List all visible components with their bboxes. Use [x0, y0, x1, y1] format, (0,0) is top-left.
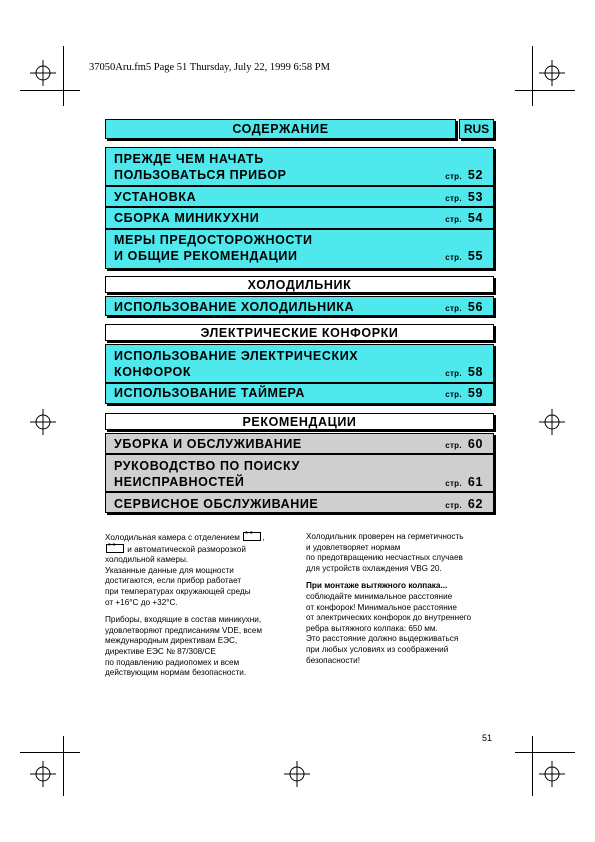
note-text: от электрических конфорок до внутреннего [306, 613, 472, 623]
note-text: международным директивам ЕЭС, [105, 636, 238, 646]
toc-entry[interactable] [114, 435, 483, 453]
note-text: действующим нормам безопасности. [105, 668, 247, 678]
page-number-footer: 51 [482, 733, 493, 743]
section-title: РЕКОМЕНДАЦИИ [242, 415, 357, 429]
registration-mark-icon [30, 60, 56, 86]
notes-right [306, 532, 496, 673]
toc-page-ref [445, 298, 483, 318]
file-header: 37050Aru.fm5 Page 51 Thursday, July 22, 1999 6:58 PM [89, 62, 330, 73]
toc-section-fridge [105, 296, 494, 316]
toc-page-ref [445, 188, 483, 208]
toc-entry-label: УБОРКА И ОБСЛУЖИВАНИЕ [114, 437, 302, 451]
note-text: Это расстояние должно выдерживаться [306, 634, 459, 644]
note-text: от конфорок! Минимальное расстояние [306, 602, 457, 612]
registration-mark-icon [30, 409, 56, 435]
toc-entry-label: НЕИСПРАВНОСТЕЙ [114, 475, 245, 489]
toc-entry-label: ПОЛЬЗОВАТЬСЯ ПРИБОР [114, 168, 287, 182]
crop-mark [20, 752, 80, 753]
page-prefix: стр. [445, 253, 462, 262]
note-text: при любых условиях из соображений [306, 644, 449, 654]
notes-left: Холодильная камера с отделением * * , * * и автоматической разморозкой холодильной камеры. Указанные данные для мощности достигаются, если прибор работает при температурах окружающей среды от +16°C до +32°C. Приборы, входящие в состав миникухни, удовлетворяют предписаниям VDE, всем международным директивам ЕЭС, директиве ЕЭС № 87/308/CE по подавлению радиопомех и всем действующим нормам безопасности. [105, 532, 290, 686]
toc-entry-label: КОНФОРОК [114, 365, 192, 379]
toc-entry[interactable] [114, 166, 483, 184]
toc-entry[interactable] [114, 209, 483, 227]
registration-mark-icon [539, 60, 565, 86]
page-number: 56 [467, 300, 483, 314]
toc-section-recommendations [105, 433, 494, 513]
toc-entry[interactable] [114, 384, 483, 402]
crop-mark [20, 90, 80, 91]
note-text: по подавлению радиопомех и всем [105, 657, 240, 667]
note-text: ребра вытяжного колпака: 650 мм. [306, 623, 438, 633]
registration-mark-icon [30, 761, 56, 787]
toc-entry-label: СБОРКА МИНИКУХНИ [114, 211, 260, 225]
freezer-star-icon [106, 544, 124, 553]
toc-entry-label: ИСПОЛЬЗОВАНИЕ ЭЛЕКТРИЧЕСКИХ [114, 349, 359, 363]
page-number: 54 [467, 211, 483, 225]
toc-section-hobs [105, 344, 494, 404]
toc-page-ref [445, 247, 483, 267]
note-text: Указанные данные для мощности [105, 565, 234, 575]
section-heading-recommendations [105, 413, 494, 430]
toc-entry[interactable] [114, 495, 483, 513]
crop-mark [515, 90, 575, 91]
crop-mark [515, 752, 575, 753]
note-text: Холодильная камера с отделением [105, 533, 240, 542]
page-prefix: стр. [445, 172, 462, 181]
section-divider [105, 491, 494, 493]
note-text: соблюдайте минимальное расстояние [306, 591, 453, 601]
note-text: при температурах окружающей среды [105, 586, 251, 596]
crop-mark [63, 736, 64, 796]
toc-entry-label: И ОБЩИЕ РЕКОМЕНДАЦИИ [114, 249, 298, 263]
crop-mark [532, 46, 533, 106]
note-text: достигаются, если прибор работает [105, 576, 242, 586]
toc-entry-label: ПРЕЖДЕ ЧЕМ НАЧАТЬ [114, 152, 264, 166]
page-number: 58 [467, 365, 483, 379]
note-text: от +16°C до +32°C. [105, 597, 178, 607]
toc-page-ref [445, 473, 483, 493]
page-number: 59 [467, 386, 483, 400]
toc-title: СОДЕРЖАНИЕ [232, 122, 329, 136]
page-prefix: стр. [445, 369, 462, 378]
toc-page-ref [445, 495, 483, 515]
section-divider [105, 185, 494, 187]
page-prefix: стр. [445, 479, 462, 488]
section-heading-hobs [105, 324, 494, 341]
page-prefix: стр. [445, 390, 462, 399]
freezer-star-icon [243, 532, 261, 541]
page-number: 62 [467, 497, 483, 511]
page-number: 61 [467, 475, 483, 489]
toc-entry[interactable] [114, 473, 483, 491]
section-divider [105, 228, 494, 230]
language-code: RUS [463, 122, 490, 136]
toc-entry-label: УСТАНОВКА [114, 190, 197, 204]
page-number: 60 [467, 437, 483, 451]
language-badge [459, 119, 494, 139]
crop-mark [532, 736, 533, 796]
section-heading-fridge [105, 276, 494, 293]
toc-entry-label: ИСПОЛЬЗОВАНИЕ ХОЛОДИЛЬНИКА [114, 300, 355, 314]
section-title: ЭЛЕКТРИЧЕСКИЕ КОНФОРКИ [200, 326, 399, 340]
note-text: и удовлетворяет нормам [306, 542, 401, 552]
note-text: и автоматической разморозкой [127, 544, 246, 554]
toc-entry[interactable] [114, 247, 483, 265]
toc-page-ref [445, 363, 483, 383]
page-prefix: стр. [445, 304, 462, 313]
note-heading: При монтаже вытяжного колпака... [306, 581, 448, 591]
page-prefix: стр. [445, 441, 462, 450]
note-text: Холодильник проверен на герметичность [306, 532, 464, 541]
toc-page-ref [445, 209, 483, 229]
page-number: 53 [467, 190, 483, 204]
toc-page-ref [445, 384, 483, 404]
note-text: для устройств охлаждения VBG 20. [306, 563, 442, 573]
note-text: удовлетворяют предписаниям VDE, всем [105, 625, 262, 635]
toc-section-general [105, 147, 494, 269]
toc-entry-label: ИСПОЛЬЗОВАНИЕ ТАЙМЕРА [114, 386, 305, 400]
note-text: по предотвращению несчастных случаев [306, 553, 463, 563]
toc-entry[interactable] [114, 363, 483, 381]
registration-mark-icon [539, 761, 565, 787]
toc-entry-label: СЕРВИСНОЕ ОБСЛУЖИВАНИЕ [114, 497, 319, 511]
note-text: безопасности! [306, 655, 361, 665]
toc-entry-label: МЕРЫ ПРЕДОСТОРОЖНОСТИ [114, 233, 313, 247]
registration-mark-icon [539, 409, 565, 435]
page-number: 52 [467, 168, 483, 182]
section-divider [105, 453, 494, 455]
page-prefix: стр. [445, 215, 462, 224]
section-divider [105, 382, 494, 384]
page-number: 55 [467, 249, 483, 263]
toc-title-bar [105, 119, 456, 139]
note-text: директиве ЕЭС № 87/308/CE [105, 646, 216, 656]
toc-entry[interactable] [114, 188, 483, 206]
crop-mark [63, 46, 64, 106]
section-title: ХОЛОДИЛЬНИК [247, 278, 352, 292]
note-text: холодильной камеры. [105, 555, 189, 565]
section-divider [105, 206, 494, 208]
note-text: Приборы, входящие в состав миникухни, [105, 615, 262, 625]
toc-page-ref [445, 435, 483, 455]
registration-mark-icon [284, 761, 310, 787]
toc-page-ref [445, 166, 483, 186]
page-prefix: стр. [445, 501, 462, 510]
toc-entry[interactable] [114, 298, 483, 316]
toc-entry-label: РУКОВОДСТВО ПО ПОИСКУ [114, 459, 300, 473]
page-prefix: стр. [445, 194, 462, 203]
